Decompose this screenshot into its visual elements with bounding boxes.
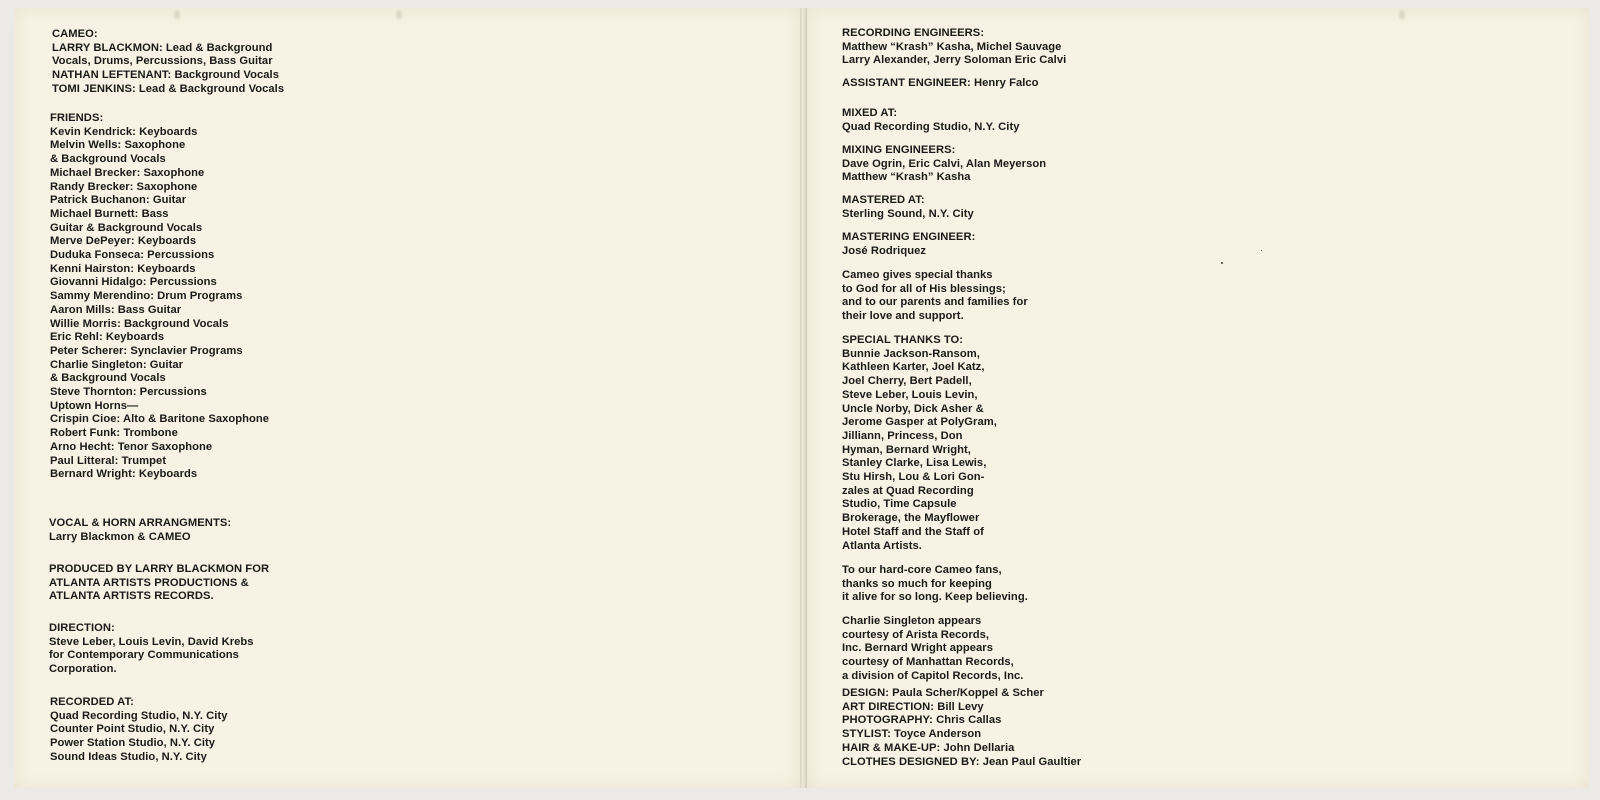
recorded-heading: RECORDED AT: (50, 696, 134, 708)
assistant-engineer-line: ASSISTANT ENGINEER: Henry Falco (842, 77, 1039, 89)
friend-line: Michael Brecker: Saxophone (50, 166, 205, 179)
friends-block (50, 112, 269, 482)
paper-speck (1221, 262, 1223, 264)
courtesy-line: Inc. Bernard Wright appears (842, 642, 993, 655)
special-thanks-line: Jerome Gasper at PolyGram, (842, 416, 997, 429)
friend-line: Robert Funk: Trombone (50, 427, 178, 440)
mixing-engineers-line: Dave Ogrin, Eric Calvi, Alan Meyerson (842, 157, 1047, 170)
recording-engineers-heading: RECORDING ENGINEERS: (842, 27, 985, 39)
direction-heading: DIRECTION: (49, 622, 115, 634)
recorded-line: Counter Point Studio, N.Y. City (50, 723, 215, 736)
friend-line: Duduka Fonseca: Percussions (50, 249, 215, 262)
left-page (14, 8, 801, 788)
cameo-heading: CAMEO: (52, 28, 98, 40)
paper-crease (394, 8, 404, 22)
friend-line: Bernard Wright: Keyboards (50, 468, 198, 481)
produced-line: ATLANTA ARTISTS PRODUCTIONS & (49, 576, 249, 589)
thanks-god-line: to God for all of His blessings; (842, 282, 1006, 295)
mastering-engineer-line: José Rodriquez (842, 244, 926, 257)
courtesy-line: a division of Capitol Records, Inc. (842, 669, 1024, 682)
design-credit-line: STYLIST: Toyce Anderson (842, 728, 982, 741)
friend-line: Michael Burnett: Bass (50, 207, 169, 220)
mixed-at-heading: MIXED AT: (842, 107, 898, 119)
thanks-god-block (842, 269, 1028, 324)
paper-crease (172, 8, 182, 22)
friend-line: & Background Vocals (50, 153, 166, 166)
courtesy-block (842, 615, 1023, 684)
special-thanks-line: Atlanta Artists. (842, 539, 922, 552)
special-thanks-line: Hotel Staff and the Staff of (842, 525, 984, 538)
produced-block (49, 563, 269, 604)
mixing-engineers-block (842, 144, 1046, 185)
special-thanks-line: Stanley Clarke, Lisa Lewis, (842, 457, 987, 470)
friend-line: Aaron Mills: Bass Guitar (50, 303, 182, 316)
friend-line: Kenni Hairston: Keyboards (50, 262, 196, 275)
mastered-at-heading: MASTERED AT: (842, 194, 925, 206)
special-thanks-line: Studio, Time Capsule (842, 498, 957, 511)
design-credit-line: HAIR & MAKE-UP: John Dellaria (842, 741, 1015, 754)
mastering-engineer-heading: MASTERING ENGINEER: (842, 231, 976, 243)
mixed-at-block (842, 107, 1020, 134)
arrangements-heading: VOCAL & HORN ARRANGMENTS: (49, 517, 232, 529)
special-thanks-line: Joel Cherry, Bert Padell, (842, 375, 972, 388)
design-credit-line: PHOTOGRAPHY: Chris Callas (842, 714, 1002, 727)
direction-line: for Contemporary Communications (49, 649, 239, 662)
friend-line: Arno Hecht: Tenor Saxophone (50, 440, 213, 453)
friend-line: Merve DePeyer: Keyboards (50, 235, 197, 248)
arrangements-line: Larry Blackmon & CAMEO (49, 530, 191, 543)
recording-engineers-line: Larry Alexander, Jerry Soloman Eric Calvi (842, 54, 1067, 67)
mixing-engineers-line: Matthew “Krash” Kasha (842, 171, 971, 184)
friend-line: Steve Thornton: Percussions (50, 386, 207, 399)
special-thanks-line: Bunnie Jackson-Ransom, (842, 347, 980, 360)
special-thanks-line: Hyman, Bernard Wright, (842, 443, 971, 456)
cameo-block (52, 28, 284, 97)
fans-line: it alive for so long. Keep believing. (842, 591, 1028, 604)
friend-line: Peter Scherer: Synclavier Programs (50, 344, 243, 357)
direction-line: Steve Leber, Louis Levin, David Krebs (49, 635, 254, 648)
special-thanks-line: Steve Leber, Louis Levin, (842, 388, 978, 401)
arrangements-block (49, 517, 231, 544)
assistant-engineer-block (842, 77, 1039, 91)
friend-line: Eric Rehl: Keyboards (50, 331, 165, 344)
fans-block (842, 564, 1028, 605)
special-thanks-line: Kathleen Karter, Joel Katz, (842, 361, 985, 374)
paper-speck (1261, 250, 1262, 251)
thanks-god-line: and to our parents and families for (842, 296, 1028, 309)
recorded-line: Quad Recording Studio, N.Y. City (50, 709, 228, 722)
friend-line: Uptown Horns— (50, 399, 139, 412)
friend-line: Paul Litteral: Trumpet (50, 454, 167, 467)
design-credit-line: DESIGN: Paula Scher/Koppel & Scher (842, 687, 1044, 699)
special-thanks-heading: SPECIAL THANKS TO: (842, 334, 964, 346)
cameo-line: TOMI JENKINS: Lead & Background Vocals (52, 82, 285, 95)
special-thanks-line: zales at Quad Recording (842, 484, 974, 497)
friend-line: Kevin Kendrick: Keyboards (50, 125, 198, 138)
friend-line: Guitar & Background Vocals (50, 221, 203, 234)
courtesy-line: courtesy of Arista Records, (842, 628, 990, 641)
special-thanks-line: Brokerage, the Mayflower (842, 512, 980, 525)
friend-line: Melvin Wells: Saxophone (50, 139, 186, 152)
courtesy-line: courtesy of Manhattan Records, (842, 656, 1014, 669)
paper-crease (1397, 8, 1407, 22)
direction-block (49, 622, 254, 677)
friend-line: Crispin Cioe: Alto & Baritone Saxophone (50, 413, 270, 426)
special-thanks-line: Jilliann, Princess, Don (842, 429, 963, 442)
right-page (806, 8, 1589, 788)
recorded-line: Power Station Studio, N.Y. City (50, 737, 216, 750)
mastering-engineer-block (842, 231, 975, 258)
mastered-at-block (842, 194, 974, 221)
friend-line: Patrick Buchanon: Guitar (50, 194, 187, 207)
cameo-line: LARRY BLACKMON: Lead & Background (52, 41, 273, 54)
cameo-line: Vocals, Drums, Percussions, Bass Guitar (52, 55, 273, 68)
fans-line: thanks so much for keeping (842, 577, 992, 590)
friend-line: & Background Vocals (50, 372, 166, 385)
thanks-god-line: Cameo gives special thanks (842, 269, 993, 281)
friend-line: Willie Morris: Background Vocals (50, 317, 229, 330)
thanks-god-line: their love and support. (842, 310, 964, 323)
recording-engineers-block (842, 27, 1066, 68)
design-credit-line: ART DIRECTION: Bill Levy (842, 700, 984, 713)
friend-line: Giovanni Hidalgo: Percussions (50, 276, 217, 289)
produced-line: ATLANTA ARTISTS RECORDS. (49, 590, 214, 603)
friend-line: Randy Brecker: Saxophone (50, 180, 198, 193)
fans-line: To our hard-core Cameo fans, (842, 564, 1002, 576)
courtesy-line: Charlie Singleton appears (842, 615, 982, 627)
friend-line: Sammy Merendino: Drum Programs (50, 290, 243, 303)
design-credits-block (842, 687, 1081, 769)
mixing-engineers-heading: MIXING ENGINEERS: (842, 144, 956, 156)
special-thanks-line: Stu Hirsh, Lou & Lori Gon- (842, 471, 985, 484)
direction-line: Corporation. (49, 663, 117, 676)
cameo-line: NATHAN LEFTENANT: Background Vocals (52, 69, 279, 82)
mixed-at-line: Quad Recording Studio, N.Y. City (842, 120, 1020, 133)
design-credit-line: CLOTHES DESIGNED BY: Jean Paul Gaultier (842, 755, 1082, 768)
special-thanks-block (842, 334, 997, 553)
produced-line: PRODUCED BY LARRY BLACKMON FOR (49, 563, 270, 575)
mastered-at-line: Sterling Sound, N.Y. City (842, 207, 974, 220)
friend-line: Charlie Singleton: Guitar (50, 358, 184, 371)
special-thanks-line: Uncle Norby, Dick Asher & (842, 402, 984, 415)
recording-engineers-line: Matthew “Krash” Kasha, Michel Sauvage (842, 40, 1062, 53)
recorded-line: Sound Ideas Studio, N.Y. City (50, 750, 207, 763)
recorded-block (50, 696, 228, 765)
friends-heading: FRIENDS: (50, 112, 104, 124)
